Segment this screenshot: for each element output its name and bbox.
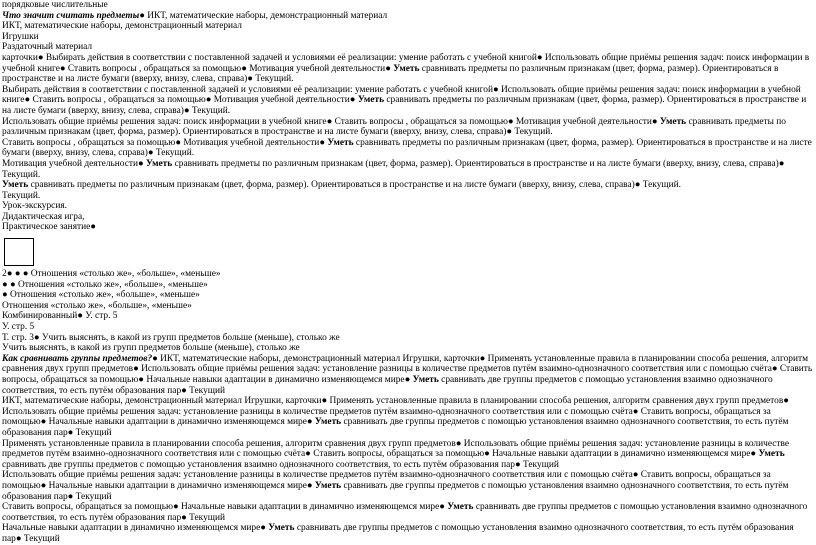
text-line [2,523,814,544]
text-run: сравнивать предметы по различным признакам (цвет, форма, размер). Ориентироваться в пространстве и на листе бумаги (вверху, внизу, слева, справа)● Текущий. [2,116,786,138]
text-run: порядковые числительные [2,0,108,10]
emphasized-text: Уметь [268,523,295,534]
text-run: сравнивать две группы предметов с помощью установления взаимно однозначного соответствия, то есть путём образования пар● Текущий [2,375,773,396]
text-run: Использовать общие приёмы решения задач: установление разницы в количестве предметов путём взаимно-однозначного соответствия или с помощью счёта● Ставить вопросы, обращаться за помощью● Начальные навыки адаптации в динамично изменяющемся мире● [2,470,771,491]
text-line [2,32,814,43]
text-run: Учить выяснять, в какой из групп предметов больше (меньше), столько же [2,343,300,354]
text-line [2,280,814,291]
text-run: Урок-экскурсия. [2,201,68,212]
text-line [2,180,814,191]
text-line [2,222,814,233]
text-run: ИКТ, математические наборы, демонстрационный материал Игрушки, карточки● Применять установленные правила в планировании способа решения, алгоритм сравнения двух групп предметов● Использовать общие приёмы решения задач: установление разницы в количестве предметов путём взаимно-однозначного соответствия или с помощью счёта● Ставить вопросы, обращаться за помощью● Начальные навыки адаптации в динамично изменяющемся мире● [2,396,789,428]
text-run: сравнивать предметы по различным признакам (цвет, форма, размер). Ориентироваться в пространстве и на листе бумаги (вверху, внизу, слева, справа)● Текущий. [2,63,779,85]
text-line [2,269,814,280]
text-run: сравнивать предметы по различным признакам (цвет, форма, размер). Ориентироваться в пространстве и на листе бумаги (вверху, внизу, слева, справа)● Текущий. [2,95,807,116]
text-line [2,439,814,471]
text-run: Комбинированный● У. стр. 5 [2,311,118,322]
text-line [2,290,814,301]
text-run: Практическое занятие● [2,222,96,233]
text-run: сравнивать две группы предметов с помощью установления взаимно однозначного соответствия, то есть путём образования пар● Текущий [2,502,808,523]
text-line [2,42,814,53]
emphasized-text: Уметь [447,502,474,513]
text-run: Игрушки [2,31,39,42]
emphasized-text: Уметь [146,158,173,169]
text-run: сравнивать две группы предметов с помощью установления взаимно однозначного соответствия, то есть путём образования пар● Текущий [2,459,559,470]
text-run: сравнивать две группы предметов с помощью установления взаимно однозначного соответствия, то есть путём образования пар● Текущий [2,417,789,438]
emphasized-text: Уметь [314,480,342,491]
text-line [2,311,814,322]
text-line [2,502,814,523]
text-run: сравнивать две группы предметов с помощью установления взаимно однозначного соответствия, то есть путём образования пар● Текущий [2,480,789,502]
emphasized-text: Как сравнивать группы предметов? [2,353,153,364]
text-line [2,354,814,396]
text-run: Использовать общие приёмы решения задач: поиск информации в учебной книге● Ставить вопросы , обращаться за помощью● Мотивация учебной деятельности● [2,116,660,127]
text-line [2,333,814,344]
text-run: Т. стр. 3● Учить выяснять, в какой из групп предметов больше (меньше), столько же [2,332,340,343]
text-run: ИКТ, математические наборы, демонстрационный материал [2,21,242,32]
text-run: Начальные навыки адаптации в динамично изменяющемся мире● [2,523,269,534]
emphasized-text: Уметь [2,180,29,191]
text-run: Выбирать действия в соответствии с поставленной задачей и условиями её реализации: умение работать с учебной книгой● Использовать общие приёмы решения задач: поиск информации в учебной книге● Ставить вопросы , обращаться за помощью● Мотивация учебной деятельности● [2,84,801,106]
text-run: 2● ● ● Отношения «столько же», «больше», «меньше» [2,269,221,280]
text-run: Текущий. [2,190,41,201]
text-run: ● ИКТ, математические наборы, демонстрационный материал [139,10,388,21]
text-run: Применять установленные правила в планировании способа решения, алгоритм сравнения двух групп предметов● Использовать общие приёмы решения задач: установление разницы в количестве предметов путём взаимно-однозначного соответствия или с помощью счёта● Ставить вопросы, обращаться за помощью● Начальные навыки адаптации в динамично изменяющемся мире● [2,438,790,460]
text-run: Ставить вопросы, обращаться за помощью● Начальные навыки адаптации в динамично изменяющемся мире● [2,502,448,513]
emphasized-text: Уметь [758,449,785,460]
text-run: сравнивать предметы по различным признакам (цвет, форма, размер). Ориентироваться в пространстве и на листе бумаги (вверху, внизу, слева, справа)● Текущий. [2,158,785,180]
text-line [2,301,814,312]
text-run: У. стр. 5 [2,322,35,333]
text-run: Отношения «столько же», «больше», «меньше» [2,300,192,311]
text-line [2,201,814,212]
text-run: карточки● Выбирать действия в соответствии с поставленной задачей и условиями её реализации: умение работать с учебной книгой● Использовать общие приёмы решения задач: поиск информации в учебной книге● Ставить вопросы , обращаться за помощью● Мотивация учебной деятельности● [2,52,810,74]
text-line [2,21,814,32]
text-run: Дидактическая игра, [2,211,85,222]
emphasized-text: Уметь [393,63,420,74]
text-line [2,396,814,438]
text-line [2,117,814,138]
emphasized-text: Уметь [659,116,687,127]
text-run: ● Отношения «столько же», «больше», «меньше» [2,290,200,301]
emphasized-text: Уметь [357,95,385,106]
emphasized-text: Уметь [327,137,354,148]
text-run: Мотивация учебной деятельности● [2,158,147,169]
text-line [2,470,814,502]
text-run: сравнивать предметы по различным признакам (цвет, форма, размер). Ориентироваться в пространстве и на листе бумаги (вверху, внизу, слева, справа)● Текущий. [28,180,681,191]
text-run: сравнивать две группы предметов с помощью установления взаимно однозначного соответствия, то есть путём образования пар● Текущий [2,523,794,544]
text-line [2,11,814,22]
text-run: Раздаточный материал [2,42,93,53]
text-run: Ставить вопросы , обращаться за помощью● Мотивация учебной деятельности● [2,137,328,148]
emphasized-text: Что значит считать предметы [2,10,140,21]
text-line [2,322,814,333]
text-line [2,0,814,11]
text-line [2,212,814,223]
emphasized-text: Уметь [314,417,342,428]
text-run: сравнивать предметы по различным признакам (цвет, форма, размер). Ориентироваться в пространстве и на листе бумаги (вверху, внизу, слева, справа)● Текущий. [2,137,812,159]
text-run: ● ИКТ, математические наборы, демонстрационный материал Игрушки, карточки● Применять установленные правила в планировании способа решения, алгоритм сравнения двух групп предметов● Использовать общие приёмы решения задач: установление разницы в количестве предметов путём взаимно-однозначного соответствия или с помощью счёта● Ставить вопросы, обращаться за помощью● Начальные навыки адаптации в динамично изменяющемся мире● [2,353,813,385]
empty-cell-box [4,238,34,266]
text-run: ● ● Отношения «столько же», «больше», «меньше» [2,279,208,290]
text-line [2,85,814,117]
text-line [2,138,814,159]
text-line [2,343,814,354]
text-line [2,191,814,202]
emphasized-text: Уметь [412,375,439,385]
text-line [2,159,814,180]
text-line [2,53,814,85]
